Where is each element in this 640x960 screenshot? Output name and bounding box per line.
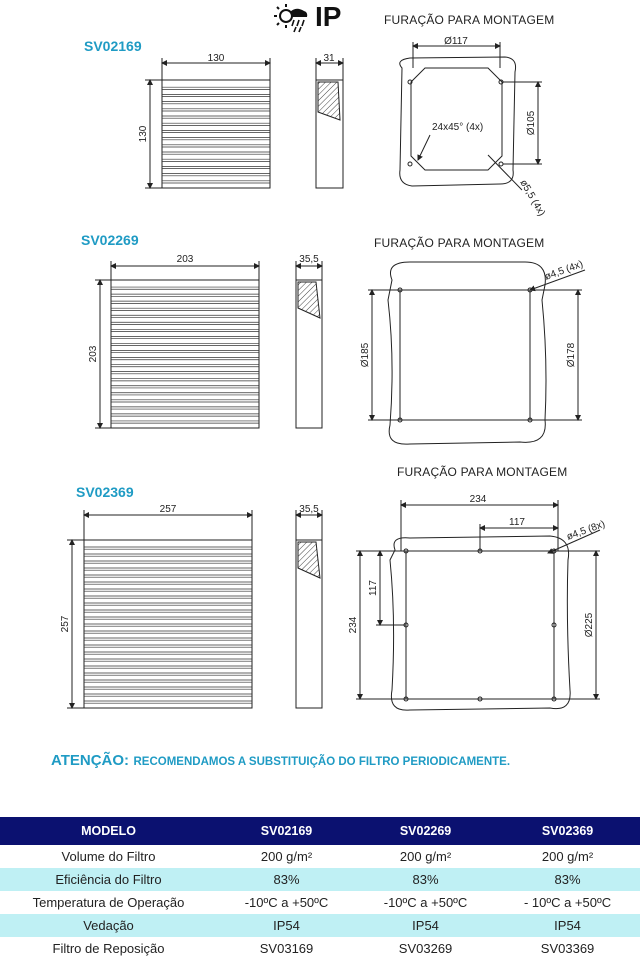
dim-corner-cut-1: 24x45° (4x) (432, 122, 484, 133)
table-cell: 83% (356, 868, 495, 891)
mounting-caption-2: FURAÇÃO PARA MONTAGEM (374, 236, 545, 250)
table-cell: Filtro de Reposição (52, 941, 165, 956)
table-cell: -10ºC a +50ºC (383, 895, 468, 910)
dim-hole-height-3: 234 (348, 616, 359, 634)
table-row (0, 891, 640, 914)
dim-half-height-3: 117 (368, 580, 379, 596)
dim-hole-width-3: 234 (469, 494, 487, 505)
table-header-row (0, 817, 640, 845)
dim-hole-dia-2: ø4,5 (4x) (543, 258, 585, 283)
dim-inner-3: Ø225 (584, 612, 595, 638)
attention-text: RECOMENDAMOS A SUBSTITUIÇÃO DO FILTRO PERIODICAMENTE. (133, 756, 511, 768)
table-cell: SV03269 (398, 941, 453, 956)
table-cell: 200 g/m² (399, 849, 452, 864)
attention-note (51, 752, 510, 770)
model-title-2: SV02269 (81, 232, 139, 248)
mounting-cutout-3 (356, 500, 600, 710)
table-cell: 83% (495, 868, 640, 891)
table-cell: Eficiência do Filtro (0, 868, 217, 891)
dim-width-1: 130 (207, 53, 225, 64)
table-header-cell: SV02369 (495, 817, 640, 845)
dim-hole-dia-1: ø5,5 (4x) (517, 178, 547, 219)
table-cell: -10ºC a +50ºC (244, 895, 329, 910)
table-row (0, 868, 640, 891)
model-title-1: SV02169 (84, 38, 142, 54)
dim-hole-dia-3: ø4,5 (8x) (565, 518, 607, 543)
table-header-cell: MODELO (0, 817, 217, 845)
mounting-caption-3: FURAÇÃO PARA MONTAGEM (397, 465, 568, 479)
table-header-cell: SV02169 (217, 817, 356, 845)
dim-inner-2: Ø178 (566, 342, 577, 368)
table-cell: IP54 (217, 914, 356, 937)
spec-table (0, 817, 640, 960)
dim-height-2: 203 (88, 345, 99, 363)
model-title-3: SV02369 (76, 484, 134, 500)
table-cell: Volume do Filtro (61, 849, 156, 864)
dim-width-2: 203 (176, 254, 194, 265)
table-row (0, 845, 640, 868)
dim-height-1: 130 (138, 125, 149, 143)
front-view-1 (162, 80, 270, 188)
table-cell: SV03369 (540, 941, 595, 956)
ip-label: IP (315, 1, 342, 32)
dim-depth-1: 31 (323, 53, 335, 64)
table-cell: Temperatura de Operação (32, 895, 185, 910)
table-cell: IP54 (356, 914, 495, 937)
front-view-2 (111, 280, 259, 428)
table-cell: IP54 (495, 914, 640, 937)
dim-half-width-3: 117 (509, 517, 525, 528)
dim-hole-width-1: Ø117 (444, 36, 468, 47)
table-cell: SV03169 (259, 941, 314, 956)
table-cell: - 10ºC a +50ºC (523, 895, 612, 910)
table-header-cell: SV02269 (356, 817, 495, 845)
dim-width-3: 257 (159, 504, 177, 515)
mounting-cutout-1 (400, 42, 542, 190)
mounting-cutout-2 (368, 262, 585, 444)
dim-outer-2: Ø185 (360, 342, 371, 368)
front-view-3 (84, 540, 252, 708)
table-row (0, 914, 640, 937)
dim-hole-height-1: Ø105 (526, 110, 537, 136)
mounting-caption-1: FURAÇÃO PARA MONTAGEM (384, 13, 555, 27)
table-cell: 200 g/m² (541, 849, 594, 864)
table-cell: 83% (217, 868, 356, 891)
table-cell: 200 g/m² (260, 849, 313, 864)
dim-depth-2: 35,5 (299, 254, 319, 265)
table-cell: Vedação (0, 914, 217, 937)
table-row (0, 937, 640, 960)
attention-title: ATENÇÃO: (51, 752, 130, 769)
dim-height-3: 257 (60, 615, 71, 633)
dim-depth-3: 35,5 (299, 504, 319, 515)
